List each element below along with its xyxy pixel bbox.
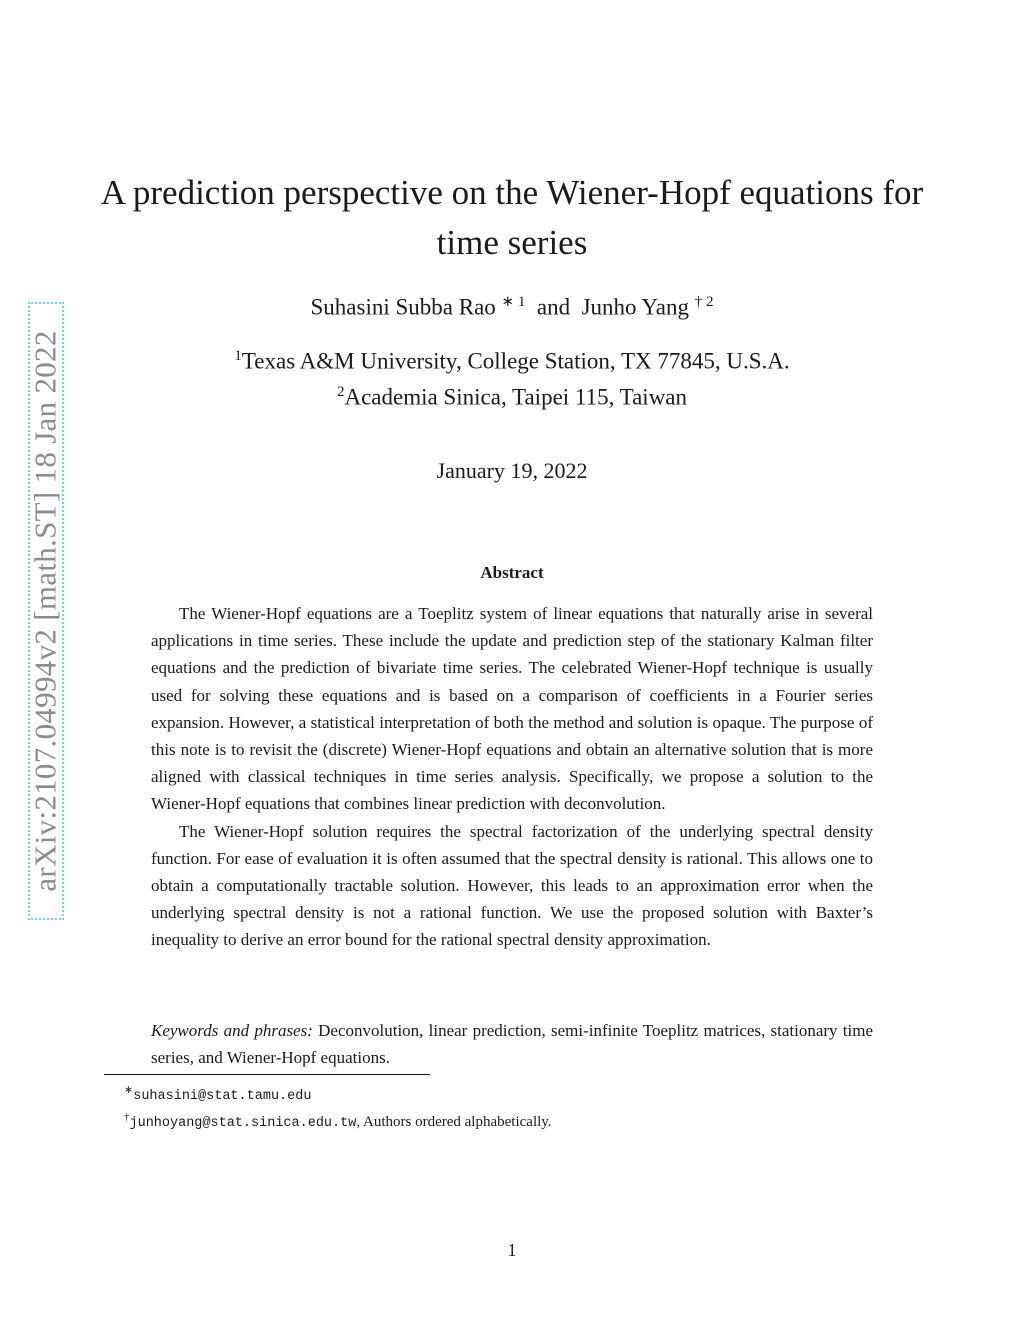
author-joiner: and (531, 294, 576, 320)
abstract-paragraph-2: The Wiener-Hopf solution requires the spectral factorization of the underlying spectral density function. For ease of evaluation it is often assumed that the spectral density is rational. This allows one to obtain a computationally tractable solution. However, this leads to an approximation error when the underlying spectral density is not a rational function. We use the proposed solution with Baxter’s inequality to derive an error bound for the rational spectral density approximation. (151, 821, 873, 950)
affiliation-1-mark: 1 (234, 348, 242, 364)
affiliation-2 (0, 384, 1024, 411)
affiliation-1-text: Texas A&M University, College Station, TX 77845, U.S.A. (241, 348, 790, 374)
abstract-heading: Abstract (480, 563, 544, 582)
abstract-body (151, 600, 873, 954)
footnote-rule (104, 1074, 430, 1075)
footnote-1-mark: ∗ (124, 1084, 134, 1096)
abstract-paragraph-1: The Wiener-Hopf equations are a Toeplitz system of linear equations that naturally arise in several applications in time series. These include the update and prediction step of the stationary Kalman filter equations and the prediction of bivariate time series. The celebrated Wiener-Hopf technique is usually used for solving these equations and is based on a comparison of coefficients in a Fourier series expansion. However, a statistical interpretation of both the method and solution is opaque. The purpose of this note is to revisit the (discrete) Wiener-Hopf equations and obtain an alternative solution that is more aligned with classical techniques in time series analysis. Specifically, we propose a solution to the Wiener-Hopf equations that combines linear prediction with deconvolution. (151, 604, 873, 814)
author-2-marks: † 2 (694, 294, 714, 310)
affiliation-2-mark: 2 (336, 384, 345, 400)
arxiv-stamp-text: arXiv:2107.04994v2 [math.ST] 18 Jan 2022 (28, 330, 64, 892)
footnotes (124, 1080, 884, 1134)
footnote-2-note: , Authors ordered alphabetically. (356, 1114, 552, 1130)
author-line (0, 292, 1024, 321)
author-1: Suhasini Subba Rao (310, 294, 496, 320)
footnote-1-email[interactable]: suhasini@stat.tamu.edu (133, 1089, 312, 1104)
footnote-1 (124, 1080, 884, 1107)
author-1-marks: ∗ 1 (501, 294, 526, 310)
footnote-2-mark: † (124, 1111, 130, 1123)
footnote-2 (124, 1107, 884, 1134)
affiliation-2-text: Academia Sinica, Taipei 115, Taiwan (344, 384, 688, 410)
paper-date: January 19, 2022 (436, 458, 588, 483)
paper-title: A prediction perspective on the Wiener-Hopf equations for time series (100, 173, 924, 262)
page-number: 1 (507, 1240, 517, 1260)
keywords (151, 1017, 873, 1071)
affiliation-1 (0, 348, 1024, 375)
keywords-label: Keywords and phrases: (151, 1021, 313, 1040)
author-2: Junho Yang (581, 294, 689, 320)
footnote-2-email[interactable]: junhoyang@stat.sinica.edu.tw (129, 1116, 357, 1131)
keywords-text: Deconvolution, linear prediction, semi-infinite Toeplitz matrices, stationary time series, and Wiener-Hopf equations. (151, 1021, 873, 1068)
